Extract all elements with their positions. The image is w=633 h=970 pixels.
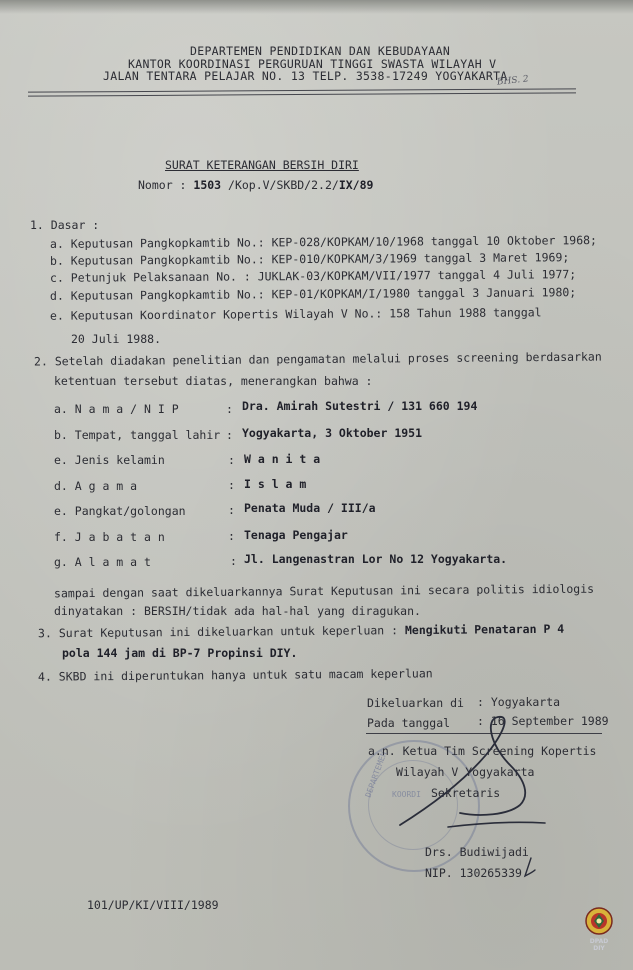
field-value-jabatan: Tenaga Pengajar bbox=[244, 528, 348, 542]
issued-date-value: : 16 September 1989 bbox=[477, 714, 609, 728]
nomor-label: Nomor : bbox=[138, 178, 194, 192]
field-value-alamat: Jl. Langenastran Lor No 12 Yogyakarta. bbox=[244, 552, 508, 566]
handwritten-signature-icon bbox=[380, 705, 580, 835]
field-value-ttl: Yogyakarta, 3 Oktober 1951 bbox=[242, 426, 423, 440]
field-colon: : bbox=[228, 529, 235, 543]
section1-item-e: e. Keputusan Koordinator Kopertis Wilayah V No.: 158 Tahun 1988 tanggal bbox=[49, 305, 542, 323]
signatory-line2: Wilayah V Yogyakarta bbox=[396, 765, 535, 779]
nomor-sub: 2.2 bbox=[311, 178, 332, 192]
header-office: KANTOR KOORDINASI PERGURUAN TINGGI SWASTA WILAYAH V bbox=[128, 57, 497, 71]
section2-after-line2: dinyatakan : BERSIH/tidak ada hal-hal yang diragukan. bbox=[54, 604, 421, 618]
section1-item-c: c. Petunjuk Pelaksanaan No. : JUKLAK-03/KOPKAM/VII/1977 tanggal 4 Juli 1977; bbox=[49, 267, 577, 285]
stamp-inner-text: KOORDI bbox=[392, 790, 421, 799]
section1-item-a: a. Keputusan Pangkopkamtib No.: KEP-028/KOPKAM/10/1968 tanggal 10 Oktober 1968; bbox=[49, 233, 598, 251]
signatory-line1: a.n. Ketua Tim Screening Kopertis bbox=[368, 744, 597, 758]
field-label-jabatan: f. J a b a t a n bbox=[54, 530, 165, 544]
stamp-ring-text: DEPARTEMEN bbox=[363, 750, 389, 799]
field-value-agama: I s l a m bbox=[244, 477, 307, 491]
signatory-nip: NIP. 130265339 bbox=[425, 866, 522, 880]
field-colon: : bbox=[228, 478, 235, 492]
page-note-handwritten: BHS. 2 bbox=[496, 74, 530, 88]
field-label-ttl: b. Tempat, tanggal lahir bbox=[54, 428, 221, 442]
handwritten-mark-icon bbox=[521, 856, 537, 878]
field-colon: : bbox=[226, 402, 233, 416]
field-value-nama: Dra. Amirah Sutestri / 131 660 194 bbox=[242, 399, 478, 413]
document-number bbox=[138, 178, 373, 192]
header-department: DEPARTEMEN PENDIDIKAN DAN KEBUDAYAAN bbox=[190, 44, 451, 58]
document-title: SURAT KETERANGAN BERSIH DIRI bbox=[165, 158, 359, 172]
section1-item-e-cont: 20 Juli 1988. bbox=[71, 332, 162, 346]
section4-line1: 4. SKBD ini diperuntukan hanya untuk satu macam keperluan bbox=[37, 666, 433, 684]
header-address: JALAN TENTARA PELAJAR NO. 13 TELP. 3538-17249 YOGYAKARTA bbox=[103, 69, 508, 83]
field-label-nama: a. N a m a / N I P bbox=[54, 402, 179, 416]
section1-heading: 1. Dasar : bbox=[30, 218, 100, 232]
section3-purpose-label: 3. Surat Keputusan ini dikeluarkan untuk keperluan : bbox=[37, 623, 406, 641]
section3-line1 bbox=[38, 622, 564, 641]
field-label-jenis-kelamin: e. Jenis kelamin bbox=[54, 453, 165, 467]
field-label-alamat: g. A l a m a t bbox=[54, 555, 151, 569]
nomor-end: IX/89 bbox=[338, 178, 374, 192]
issued-place-label: Dikeluarkan di bbox=[367, 696, 464, 710]
nomor-slash: / bbox=[331, 178, 339, 192]
section1-item-b: b. Keputusan Pangkopkamtib No.: KEP-010/KOPKAM/3/1969 tanggal 3 Maret 1969; bbox=[49, 250, 570, 268]
signatory-name: Drs. Budiwijadi bbox=[425, 845, 529, 859]
field-colon: : bbox=[228, 453, 235, 467]
issued-date-label: Pada tanggal bbox=[367, 716, 451, 730]
header-double-rule bbox=[28, 88, 576, 96]
logo-caption: DPAD DIY bbox=[589, 938, 609, 952]
paper-edge-shadow bbox=[0, 0, 633, 14]
dpad-diy-logo-icon bbox=[584, 906, 614, 936]
issued-place-value: : Yogyakarta bbox=[477, 695, 561, 709]
field-value-pangkat: Penata Muda / III/a bbox=[244, 501, 376, 515]
field-label-pangkat: e. Pangkat/golongan bbox=[54, 504, 186, 518]
section3-purpose-value: Mengikuti Penataran P 4 bbox=[404, 621, 565, 638]
nomor-number: 1503 bbox=[193, 178, 222, 192]
section2-after-line1: sampai dengan saat dikeluarkannya Surat Keputusan ini secara politis idiologis bbox=[53, 581, 595, 601]
nomor-middle: /Kop.V/SKBD/ bbox=[221, 178, 312, 192]
section2-line2: ketentuan tersebut diatas, menerangkan bahwa : bbox=[54, 374, 373, 388]
field-colon: : bbox=[230, 554, 237, 568]
footer-reference: 101/UP/KI/VIII/1989 bbox=[87, 898, 219, 912]
field-colon: : bbox=[226, 428, 233, 442]
section3-line2: pola 144 jam di BP-7 Propinsi DIY. bbox=[62, 646, 298, 660]
field-label-agama: d. A g a m a bbox=[54, 479, 138, 493]
field-value-jenis-kelamin: W a n i t a bbox=[244, 452, 321, 466]
signatory-line3: Sekretaris bbox=[431, 786, 501, 800]
section1-item-d: d. Keputusan Pangkopkamtib No.: KEP-01/KOPKAM/I/1980 tanggal 3 Januari 1980; bbox=[49, 285, 577, 303]
section2-line1: 2. Setelah diadakan penelitian dan pengamatan melalui proses screening berdasarkan bbox=[33, 349, 602, 369]
field-colon: : bbox=[228, 503, 235, 517]
